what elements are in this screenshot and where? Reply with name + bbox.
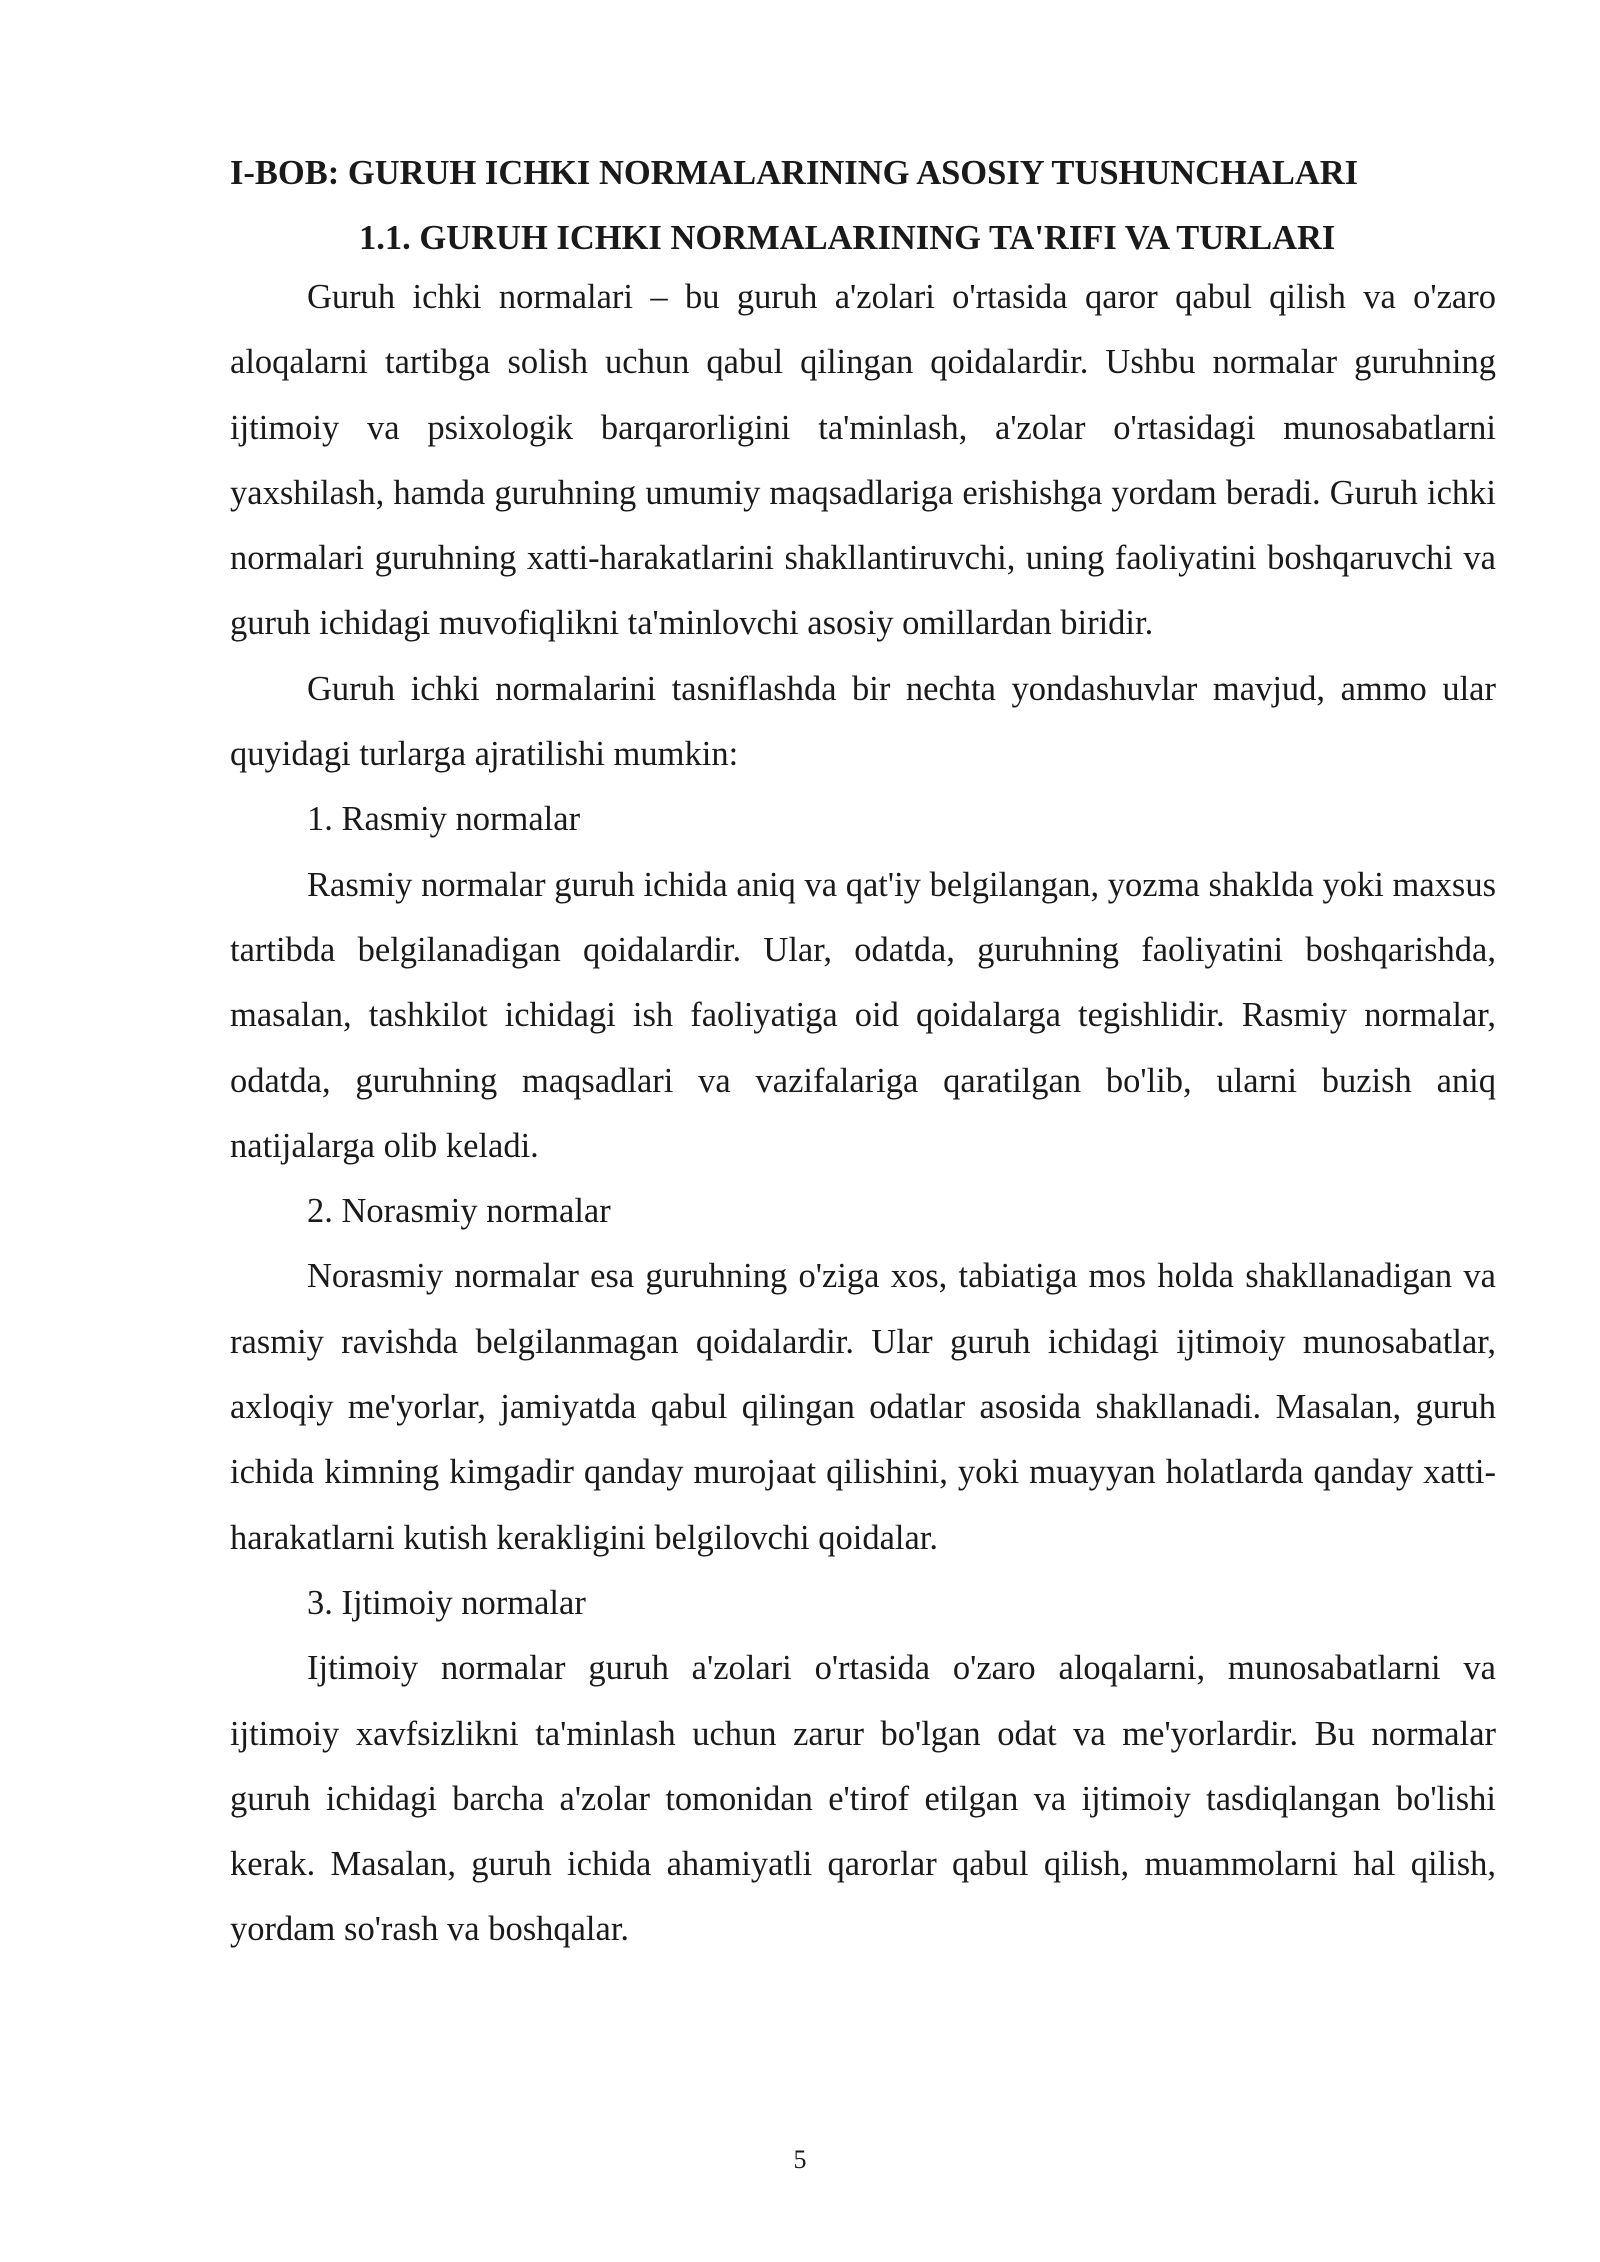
page-number: 5 bbox=[793, 2145, 807, 2174]
paragraph-definition: Guruh ichki normalari – bu guruh a'zolari o'rtasida qaror qabul qilish va o'zaro aloqalarni tartibga solish uchun qabul qilingan qoidalardir. Ushbu normalar guruhning ijtimoiy va psixologik barqarorligini ta'minlash, a'zolar o'rtasidagi munosabatlarni yaxshilash, hamda guruhning umumiy maqsadlariga erishishga yordam beradi. Guruh ichki normalari guruhning xatti-harakatlarini shakllantiruvchi, uning faoliyatini boshqaruvchi va guruh ichidagi muvofiqlikni ta'minlovchi asosiy omillardan biridir. bbox=[230, 278, 1496, 643]
norm-type-text-informal: Norasmiy normalar esa guruhning o'ziga xos, tabiatiga mos holda shakllanadigan va rasmiy ravishda belgilanmagan qoidalardir. Ular guruh ichidagi ijtimoiy munosabatlar, axloqiy me'yorlar, jamiyatda qabul qilingan odatlar asosida shakllanadi. Masalan, guruh ichida kimning kimgadir qanday murojaat qilishini, yoki muayyan holatlarda qanday xatti-harakatlarni kutish kerakligini belgilovchi qoidalar. bbox=[230, 1257, 1496, 1557]
norm-type-heading-informal: 2. Norasmiy normalar bbox=[307, 1192, 611, 1231]
norm-type-text-formal: Rasmiy normalar guruh ichida aniq va qat'iy belgilangan, yozma shaklda yoki maxsus tartibda belgilanadigan qoidalardir. Ular, odatda, guruhning faoliyatini boshqarishda, masalan, tashkilot ichidagi ish faoliyatiga oid qoidalarga tegishlidir. Rasmiy normalar, odatda, guruhning maqsadlari va vazifalariga qaratilgan bo'lib, ularni buzish aniq natijalarga olib keladi. bbox=[230, 865, 1496, 1165]
chapter-title: I-BOB: GURUH ICHKI NORMALARINING ASOSIY TUSHUNCHALARI bbox=[230, 154, 1359, 192]
paragraph-classification: Guruh ichki normalarini tasniflashda bir nechta yondashuvlar mavjud, ammo ular quyidagi turlarga ajratilishi mumkin: bbox=[230, 669, 1496, 774]
document-page bbox=[230, 148, 1496, 1963]
section-title: 1.1. GURUH ICHKI NORMALARINING TA'RIFI VA TURLARI bbox=[359, 219, 1336, 257]
norm-type-heading-social: 3. Ijtimoiy normalar bbox=[307, 1583, 586, 1622]
norm-type-heading-formal: 1. Rasmiy normalar bbox=[307, 800, 581, 839]
norm-type-text-social: Ijtimoiy normalar guruh a'zolari o'rtasida o'zaro aloqalarni, munosabatlarni va ijtimoiy xavfsizlikni ta'minlash uchun zarur bo'lgan odat va me'yorlardir. Bu normalar guruh ichidagi barcha a'zolar tomonidan e'tirof etilgan va ijtimoiy tasdiqlangan bo'lishi kerak. Masalan, guruh ichida ahamiyatli qarorlar qabul qilish, muammolarni hal qilish, yordam so'rash va boshqalar. bbox=[230, 1649, 1496, 1949]
